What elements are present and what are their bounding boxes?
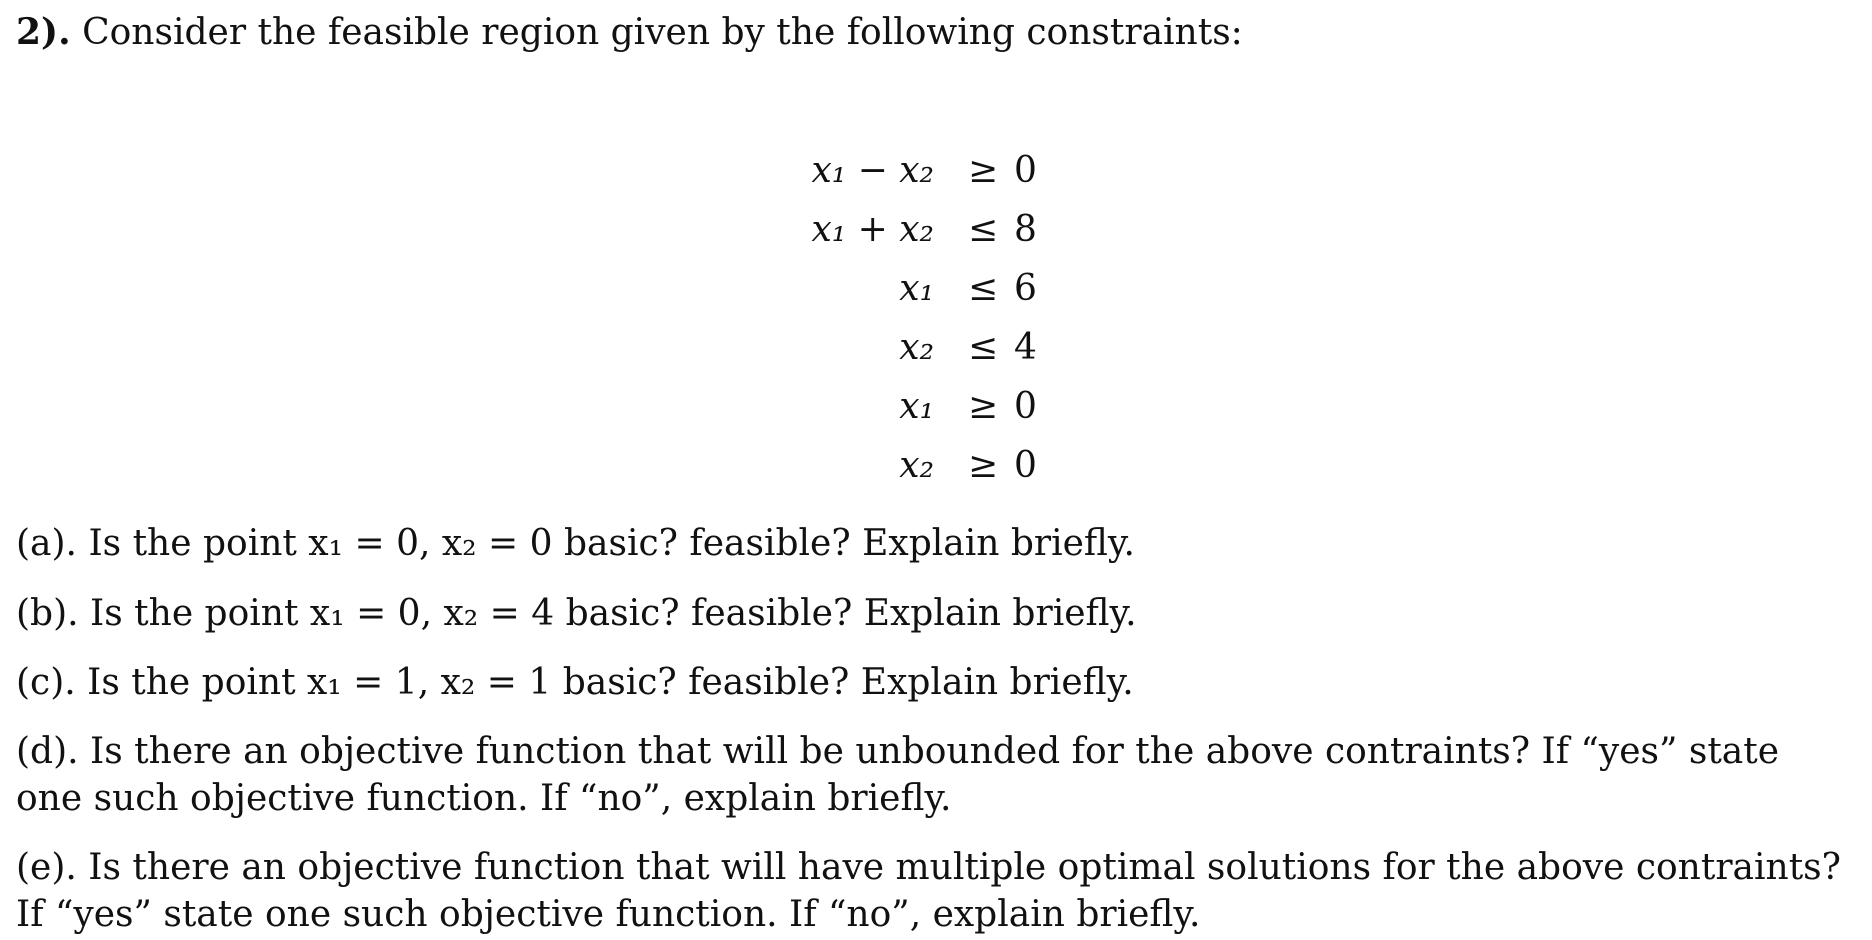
constraint-rhs: 0 [1014, 150, 1037, 191]
problem-heading [16, 8, 1243, 57]
constraint-lhs: x₁ [899, 386, 934, 427]
constraint-relation: ≤ [968, 327, 999, 368]
constraint-lhs: x₂ [899, 327, 934, 368]
constraint-rhs: 6 [1014, 268, 1037, 309]
question-b: (b). Is the point x₁ = 0, x₂ = 4 basic? feasible? Explain briefly. [16, 593, 1137, 634]
constraint-lhs: x₁ [899, 268, 934, 309]
constraint-rhs: 0 [1014, 386, 1037, 427]
constraint-relation: ≥ [968, 386, 999, 427]
question-e: (e). Is there an objective function that will have multiple optimal solutions for the above contraints? If “yes” state one such objective function. If “no”, explain briefly. [16, 847, 1841, 935]
question-d: (d). Is there an objective function that will be unbounded for the above contraints? If “yes” state one such objective function. If “no”, explain briefly. [16, 731, 1780, 819]
constraint-relation: ≥ [968, 150, 999, 191]
constraint-lhs: x₁ − x₂ [811, 150, 934, 191]
constraint-rhs: 8 [1014, 209, 1037, 250]
constraint-rhs: 4 [1014, 327, 1037, 368]
constraint-relation: ≥ [968, 445, 999, 486]
question-a: (a). Is the point x₁ = 0, x₂ = 0 basic? feasible? Explain briefly. [16, 523, 1135, 564]
problem-number: 2). [16, 11, 71, 53]
constraint-lhs: x₁ + x₂ [811, 209, 934, 250]
question-c: (c). Is the point x₁ = 1, x₂ = 1 basic? feasible? Explain briefly. [16, 662, 1134, 703]
constraint-relation: ≤ [968, 268, 999, 309]
constraint-rhs: 0 [1014, 445, 1037, 486]
constraint-lhs: x₂ [899, 445, 934, 486]
problem-intro: Consider the feasible region given by the following constraints: [82, 12, 1243, 53]
constraint-relation: ≤ [968, 209, 999, 250]
